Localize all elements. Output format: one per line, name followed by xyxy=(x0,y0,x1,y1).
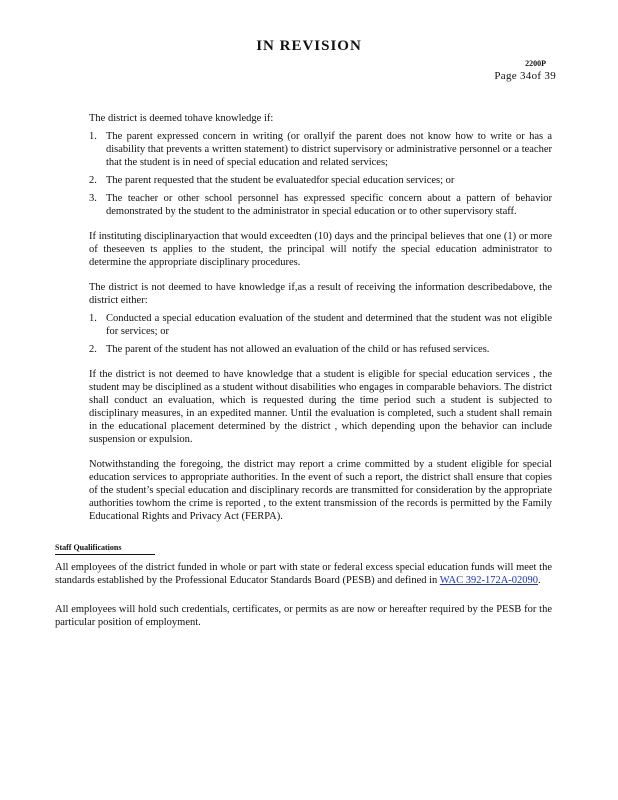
report-paragraph: Notwithstanding the foregoing, the district may report a crime committed by a student eligible for special education services to appropriate authorities. In the event of such a report, the district shall ensure that copies of the student’s special education and disciplinary records are transmitted for consideration by the appropriate authorities towhom the crime is reported , to the extent transmission of the records is permitted by the Family Educational Rights and Privacy Act (FERPA). xyxy=(89,459,552,522)
list-item-text: The parent expressed concern in writing (or orallyif the parent does not know how to write or has a disability that prevents a written statement) to district supervisory or administrative personnel or a teacher that the student is in need of special education and related services; xyxy=(106,131,552,168)
list-item-text: Conducted a special education evaluation of the student and determined that the student was not eligible for services; or xyxy=(106,313,552,337)
list-item xyxy=(89,192,552,218)
not-knowledge-list xyxy=(89,312,552,356)
staff-paragraph-2: All employees will hold such credentials, certificates, or permits as are now or hereafter required by the PESB for the particular position of employment. xyxy=(55,604,552,628)
page-number: Page 34of 39 xyxy=(494,70,556,82)
list-item-number: 3. xyxy=(89,193,97,204)
instituting-paragraph: If instituting disciplinaryaction that would exceedten (10) days and the principal believes that one (1) or more of theseeven ts applies to the student, the principal will notify the special education administrator to determine the appropriate disciplinary procedures. xyxy=(89,231,552,268)
knowledge-section xyxy=(89,112,552,269)
knowledge-list xyxy=(89,130,552,218)
discipline-paragraph: If the district is not deemed to have knowledge that a student is eligible for special education services , the student may be disciplined as a student without disabilities who engages in comparable behaviors. The district shall conduct an evaluation, which is requested during the time period such a student is subjected to disciplinary measures, in an expedited manner. Until the evaluation is completed, such a student shall remain in the educational placement determined by the district , which depending upon the behavior can include suspension or expulsion. xyxy=(89,369,552,445)
list-item-number: 2. xyxy=(89,344,97,355)
list-item-text: The parent requested that the student be evaluatedfor special education services; or xyxy=(106,175,455,186)
policy-number: 2200P xyxy=(525,59,546,68)
knowledge-intro: The district is deemed tohave knowledge if: xyxy=(89,113,274,124)
list-item-number: 1. xyxy=(89,131,97,142)
list-item xyxy=(89,312,552,338)
document-body xyxy=(55,112,552,629)
staff-paragraph-end: . xyxy=(538,575,541,586)
list-item-number: 2. xyxy=(89,175,97,186)
staff-paragraph-text: All employees of the district funded in whole or part with state or federal excess special education funds will meet the standards established by the Professional Educator Standards Board (PESB) and defined in xyxy=(55,562,552,586)
list-item xyxy=(89,130,552,169)
list-item-text: The teacher or other school personnel has expressed specific concern about a pattern of behavior demonstrated by the student to the administrator in special education or to other supervisory staff. xyxy=(106,193,552,217)
list-item-number: 1. xyxy=(89,313,97,324)
section-heading: Staff Qualifications xyxy=(55,541,155,555)
wac-link[interactable]: WAC 392-172A-02090 xyxy=(439,575,539,586)
list-item xyxy=(89,343,552,356)
document-title: IN REVISION xyxy=(256,38,362,54)
list-item xyxy=(89,174,552,187)
not-knowledge-section xyxy=(89,281,552,523)
not-knowledge-intro: The district is not deemed to have knowledge if,as a result of receiving the information describedabove, the district either: xyxy=(89,282,552,306)
list-item-text: The parent of the student has not allowed an evaluation of the child or has refused services. xyxy=(106,344,490,355)
staff-section xyxy=(55,531,552,629)
staff-paragraph-1 xyxy=(55,561,552,587)
